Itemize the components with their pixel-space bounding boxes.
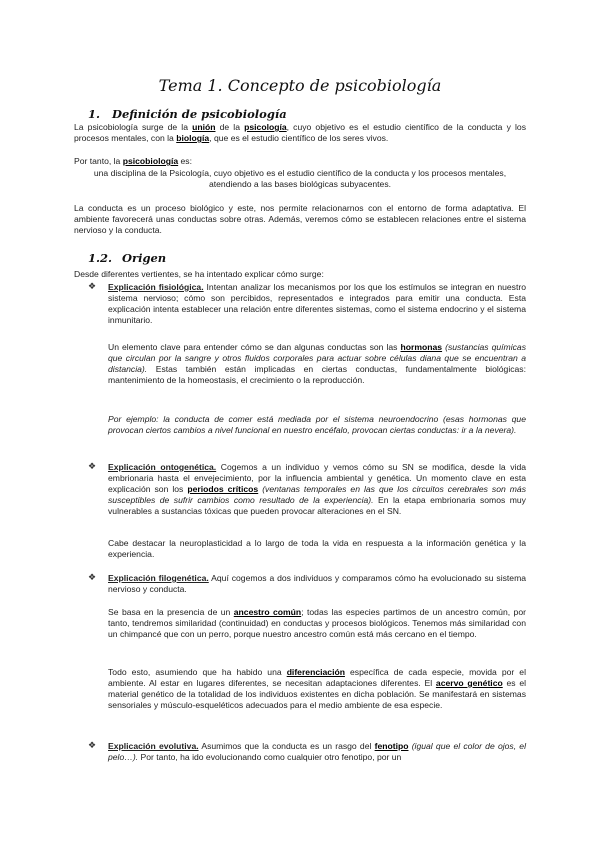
paragraph-ancestro: Se basa en la presencia de un ancestro común; todas las especies partimos de un ancestro común, por tanto, tendremos similaridad (continuidad) en conductas y procesos biológicos. Tenemos más similaridad con un chimpancé que con un perro, porque nuestro ancestro común está más cercano en el tiempo. bbox=[108, 607, 526, 639]
paragraph-por-tanto: Por tanto, la psicobiología es: bbox=[74, 156, 192, 166]
term-biologia: biología bbox=[176, 133, 210, 143]
bullet-filogenetica: Explicación filogenética. Aquí cogemos a dos individuos y comparamos cómo ha evolucionado su sistema nervioso y conducta. bbox=[108, 573, 527, 594]
section-number: 1. bbox=[88, 107, 101, 121]
diamond-bullet-icon: ❖ bbox=[88, 572, 97, 582]
diamond-bullet-icon: ❖ bbox=[88, 281, 97, 291]
section-title: Definición de psicobiología bbox=[112, 107, 287, 121]
label-ontogenetica: Explicación ontogenética. bbox=[108, 462, 217, 472]
paragraph-union: La psicobiología surge de la unión de la psicología, cuyo objetivo es el estudio científico de la conducta y los procesos mentales, con la biología, que es el estudio científico de los seres vivos. bbox=[74, 122, 526, 143]
section-number: 1.2. bbox=[88, 251, 113, 265]
label-fisiologica: Explicación fisiológica. bbox=[108, 282, 204, 292]
paragraph-intro-origen: Desde diferentes vertientes, se ha intentado explicar cómo surge: bbox=[74, 269, 324, 279]
bullet-fisiologica: Explicación fisiológica. Intentan analizar los mecanismos por los que los estímulos se integran en nuestro sistema nervioso; cómo son percibidos, representados e integrados para emitir una conducta. Esta explicación intenta establecer una relación entre diferentes sistemas, como el sistema endocrino y el sistema inmunitario. bbox=[108, 282, 526, 325]
bullet-evolutiva: Explicación evolutiva. Asumimos que la conducta es un rasgo del fenotipo (igual que el color de ojos, el pelo…). Por tanto, ha ido evolucionando como cualquier otro fenotipo, por un bbox=[108, 741, 526, 762]
label-filogenetica: Explicación filogenética. bbox=[108, 573, 209, 583]
definition-quote: una disciplina de la Psicología, cuyo objetivo es el estudio científico de la conducta y los procesos mentales, atendiendo a las bases biológicas subyacentes. bbox=[93, 168, 507, 189]
term-ancestro-comun: ancestro común bbox=[233, 607, 302, 617]
paragraph-ejemplo: Por ejemplo: la conducta de comer está mediada por el sistema neuroendocrino (esas hormonas que provocan ciertos cambios a nivel funcional en nuestro encéfalo, provocan ciertas conductas: ir a la nevera). bbox=[108, 414, 526, 435]
paragraph-conducta: La conducta es un proceso biológico y este, nos permite relacionarnos con el entorno de forma adaptativa. El ambiente favorecerá unas conductas sobre otras. Además, veremos cómo se establecen relaciones entre el sistema nervioso y la conducta. bbox=[74, 203, 526, 235]
section-heading-origen bbox=[88, 251, 166, 265]
bullet-ontogenetica: Explicación ontogenética. Cogemos a un individuo y vemos cómo su SN se modifica, desde la vida embrionaria hasta el envejecimiento, por la influencia ambiental y genética. Un momento clave en esta explicación son los periodos críticos (ventanas temporales en las que los circuitos cerebrales son más susceptibles de sufrir cambios como resultado de la experiencia). En la etapa embrionaria somos muy vulnerables a sustancias tóxicas que pueden provocar alteraciones en el SN. bbox=[108, 462, 526, 516]
label-evolutiva: Explicación evolutiva. bbox=[108, 741, 199, 751]
document-title: Tema 1. Concepto de psicobiología bbox=[158, 76, 442, 95]
term-hormonas: hormonas bbox=[400, 342, 443, 352]
paragraph-diferenciacion: Todo esto, asumiendo que ha habido una diferenciación específica de cada especie, movida por el ambiente. Al estar en lugares diferentes, se necesitan adaptaciones diferentes. El acervo genético es el material genético de la totalidad de los individuos existentes en dicha población. Se manifestará en sistemas sensoriales y músculo-esqueléticos adecuados para el medio ambiente de esa especie. bbox=[108, 667, 527, 710]
term-fenotipo: fenotipo bbox=[374, 741, 409, 751]
paragraph-hormonas: Un elemento clave para entender cómo se dan algunas conductas son las hormonas (sustancias químicas que circulan por la sangre y otros fluidos corporales para actuar sobre células diana que se encuentran a distancia). Estas también están implicadas en ciertas conductas, fundamentalmente biológicas: mantenimiento de la homeostasis, el crecimiento o la reproducción. bbox=[108, 342, 526, 385]
term-psicologia: psicología bbox=[244, 122, 287, 132]
section-heading-definicion bbox=[88, 107, 287, 121]
diamond-bullet-icon: ❖ bbox=[88, 461, 97, 471]
paragraph-neuroplasticidad: Cabe destacar la neuroplasticidad a lo largo de toda la vida en respuesta a la información genética y la experiencia. bbox=[108, 538, 526, 559]
section-title: Origen bbox=[122, 251, 167, 265]
term-periodos-criticos: periodos críticos bbox=[187, 484, 259, 494]
term-diferenciacion: diferenciación bbox=[286, 667, 345, 677]
term-psicobiologia: psicobiología bbox=[122, 156, 179, 166]
term-union: unión bbox=[192, 122, 216, 132]
diamond-bullet-icon: ❖ bbox=[88, 740, 97, 750]
term-acervo-genetico: acervo genético bbox=[435, 678, 503, 688]
